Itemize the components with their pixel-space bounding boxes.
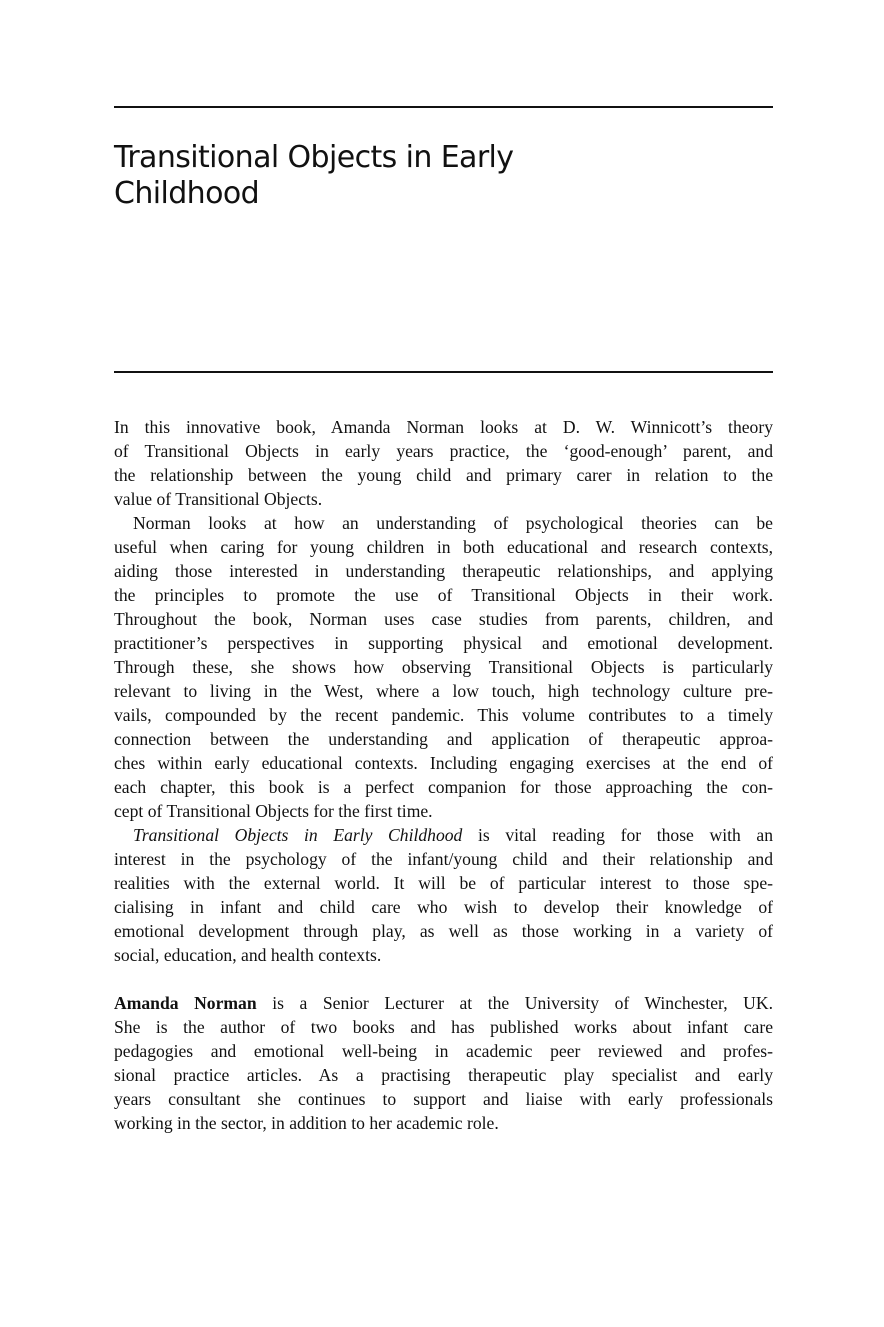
text-line: Throughout the book, Norman uses case studies from parents, children, and [114,609,773,629]
text-line: the relationship between the young child and primary carer in relation to the [114,465,773,485]
text-line: useful when caring for young children in both educational and research contexts, [114,537,773,557]
text-line: interest in the psychology of the infant/young child and their relationship and [114,849,773,869]
text-line: Norman looks at how an understanding of psychological theories can be [133,513,773,533]
bottom-rule [114,371,773,373]
author-bio-paragraph [114,991,773,1135]
text-line: social, education, and health contexts. [114,945,382,965]
description-paragraph-2 [114,511,773,823]
text-line: ches within early educational contexts. Including engaging exercises at the end of [114,753,773,773]
text-line: each chapter, this book is a perfect companion for those approaching the con- [114,777,773,797]
text-fragment: is vital reading for those with an [462,825,773,845]
blurb-text [114,415,773,1135]
text-line: years consultant she continues to support and liaise with early professionals [114,1089,773,1109]
book-title-line-2: Childhood [114,176,260,211]
text-line: working in the sector, in addition to her academic role. [114,1113,499,1133]
text-line: Through these, she shows how observing Transitional Objects is particularly [114,657,773,677]
paragraph-gap [114,967,773,991]
text-line: realities with the external world. It will be of particular interest to those spe- [114,873,773,893]
text-line: emotional development through play, as well as those working in a variety of [114,921,773,941]
text-line: sional practice articles. As a practising therapeutic play specialist and early [114,1065,773,1085]
text-line [114,991,773,1015]
author-name: Amanda Norman [114,993,257,1013]
text-fragment: is a Senior Lecturer at the University of Winchester, UK. [256,993,773,1013]
text-line: practitioner’s perspectives in supporting physical and emotional development. [114,633,773,653]
top-rule [114,106,773,108]
text-line: of Transitional Objects in early years practice, the ‘good-enough’ parent, and [114,441,773,461]
text-line: In this innovative book, Amanda Norman looks at D. W. Winnicott’s theory [114,417,773,437]
text-line: aiding those interested in understanding therapeutic relationships, and applying [114,561,773,581]
text-line: cept of Transitional Objects for the first time. [114,801,433,821]
book-title-line-1: Transitional Objects in Early [114,140,514,175]
text-line: She is the author of two books and has published works about infant care [114,1017,773,1037]
text-line: vails, compounded by the recent pandemic. This volume contributes to a timely [114,705,773,725]
text-line [114,823,773,847]
book-title [114,140,674,212]
text-line: pedagogies and emotional well-being in academic peer reviewed and profes- [114,1041,773,1061]
text-line: relevant to living in the West, where a low touch, high technology culture pre- [114,681,773,701]
description-paragraph-1 [114,415,773,511]
text-line: value of Transitional Objects. [114,489,323,509]
description-paragraph-3 [114,823,773,967]
text-line: connection between the understanding and application of therapeutic approa- [114,729,773,749]
text-line: cialising in infant and child care who wish to develop their knowledge of [114,897,773,917]
text-line: the principles to promote the use of Transitional Objects in their work. [114,585,773,605]
book-title-reference: Transitional Objects in Early Childhood [133,825,463,845]
